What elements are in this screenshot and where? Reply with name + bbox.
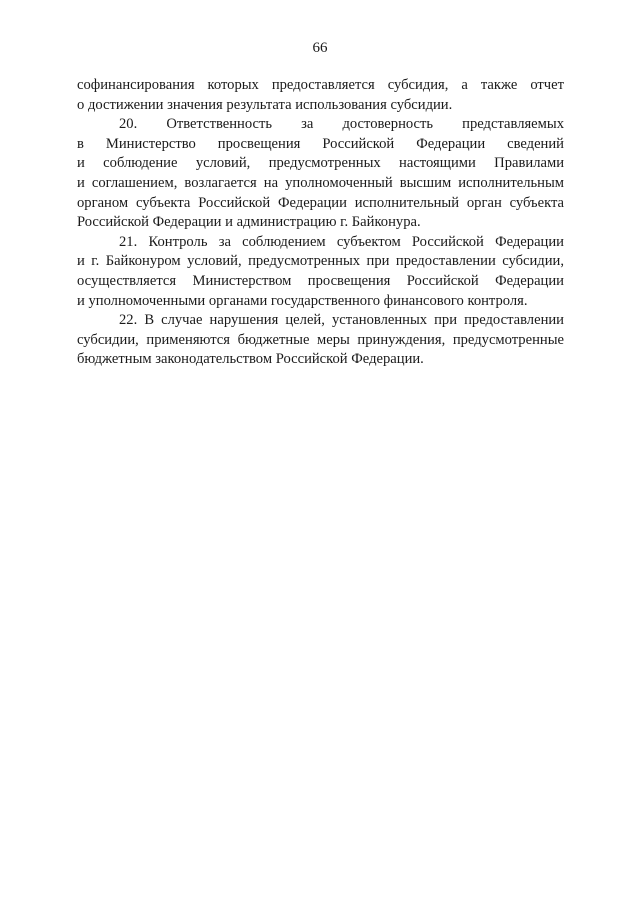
text-line: 20. Ответственность за достоверность представляемых <box>119 116 564 133</box>
text-line: и г. Байконуром условий, предусмотренных при предоставлении субсидии, <box>77 253 564 270</box>
text-line: органом субъекта Российской Федерации исполнительный орган субъекта <box>77 194 564 211</box>
text-line: о достижении значения результата использования субсидии. <box>77 96 453 113</box>
text-line: софинансирования которых предоставляется субсидия, а также отчет <box>77 77 564 93</box>
text-line: субсидии, применяются бюджетные меры принуждения, предусмотренные <box>77 331 564 348</box>
text-line: 21. Контроль за соблюдением субъектом Российской Федерации <box>119 233 564 250</box>
text-line: 22. В случае нарушения целей, установленных при предоставлении <box>119 312 564 329</box>
text-line: и уполномоченными органами государственного финансового контроля. <box>77 292 528 309</box>
text-line: в Министерство просвещения Российской Федерации сведений <box>77 135 564 152</box>
paragraph-20 <box>77 115 564 233</box>
document-body <box>77 76 564 370</box>
text-line: Российской Федерации и администрацию г. Байконура. <box>77 214 421 231</box>
text-line: и соблюдение условий, предусмотренных настоящими Правилами <box>77 155 564 172</box>
text-line: и соглашением, возлагается на уполномоченный высшим исполнительным <box>77 174 564 191</box>
paragraph-22 <box>77 311 564 370</box>
text-line: бюджетным законодательством Российской Федерации. <box>77 351 424 368</box>
page-number: 66 <box>312 40 328 56</box>
paragraph-continuation <box>77 76 564 115</box>
text-line: осуществляется Министерством просвещения Российской Федерации <box>77 272 564 289</box>
paragraph-21 <box>77 233 564 311</box>
